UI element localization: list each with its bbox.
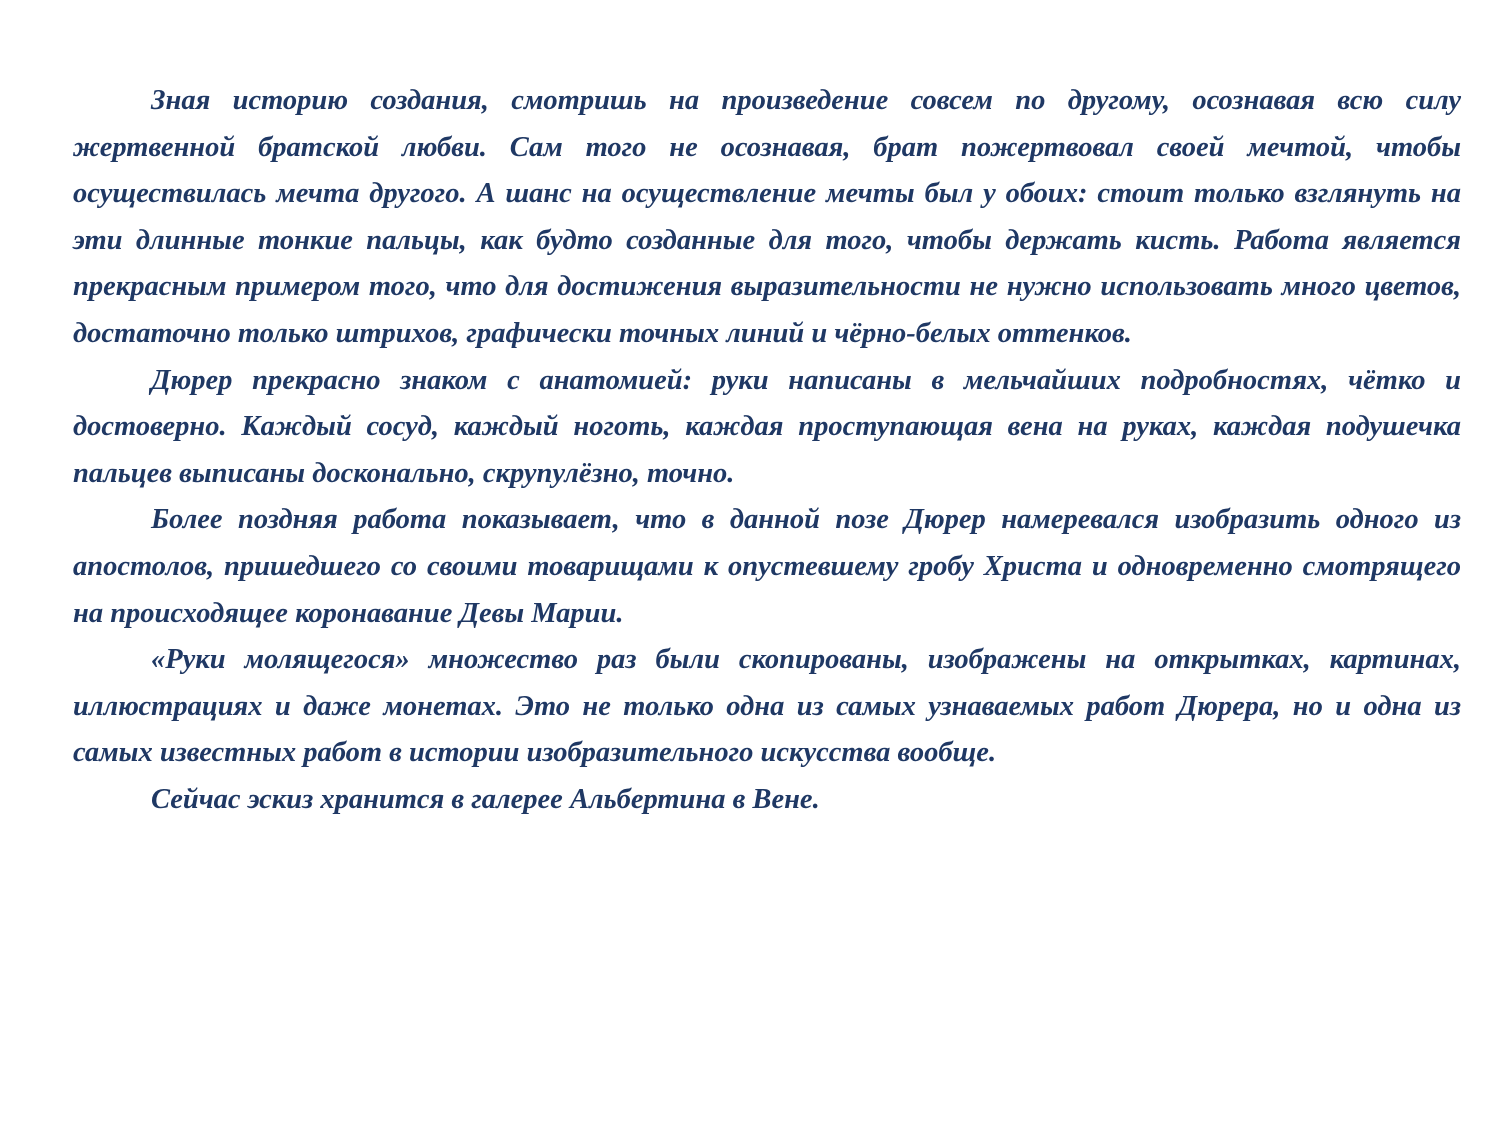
paragraph-copies: «Руки молящегося» множество раз были скопированы, изображены на открытках, картинах, иллюстрациях и даже монетах. Это не только одна из самых узнаваемых работ Дюрера, но и одна из самых известных работ в истории изобразительного искусства вообще. (73, 644, 1461, 769)
text-body (73, 78, 1461, 824)
paragraph-anatomy: Дюрер прекрасно знаком с анатомией: руки написаны в мельчайших подробностях, чётко и достоверно. Каждый сосуд, каждый ноготь, каждая проступающая вена на руках, каждая подушечка пальцев выписаны досконально, скрупулёзно, точно. (73, 364, 1461, 489)
paragraph-later-work: Более поздняя работа показывает, что в данной позе Дюрер намеревался изобразить одного из апостолов, пришедшего со своими товарищами к опустевшему гробу Христа и одновременно смотрящего на происходящее коронавание Девы Марии. (73, 504, 1461, 629)
paragraph-location: Сейчас эскиз хранится в галерее Альбертина в Вене. (151, 783, 820, 815)
paragraph-history: Зная историю создания, смотришь на произведение совсем по другому, осознавая всю силу жертвенной братской любви. Сам того не осознавая, брат пожертвовал своей мечтой, чтобы осуществилась мечта другого. А шанс на осуществление мечты был у обоих: стоит только взглянуть на эти длинные тонкие пальцы, как будто созданные для того, чтобы держать кисть. Работа является прекрасным примером того, что для достижения выразительности не нужно использовать много цветов, достаточно только штрихов, графически точных линий и чёрно-белых оттенков. (73, 85, 1461, 349)
